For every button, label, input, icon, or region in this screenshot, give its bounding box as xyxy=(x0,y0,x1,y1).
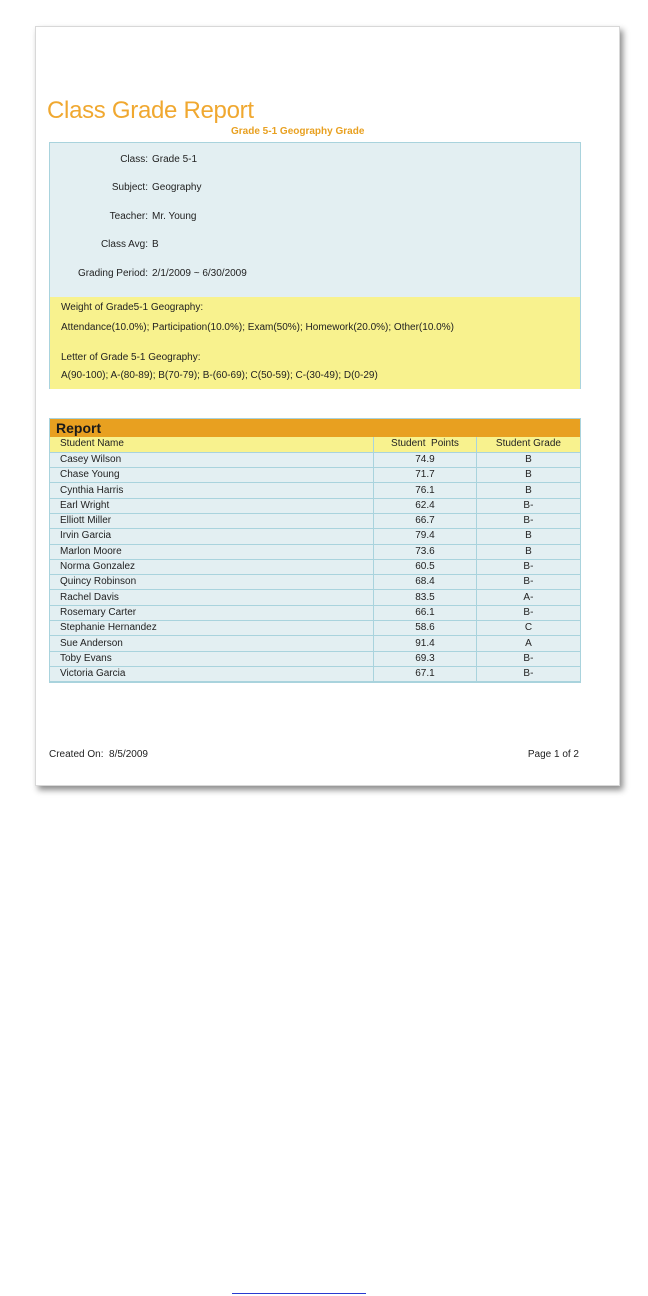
table-row xyxy=(50,559,580,574)
student-name-cell: Chase Young xyxy=(50,468,374,483)
student-grade-cell: B- xyxy=(476,605,580,620)
report-subtitle: Grade 5-1 Geography Grade xyxy=(231,126,365,137)
teacher-value: Mr. Young xyxy=(152,211,197,222)
table-row xyxy=(50,498,580,513)
report-heading: Report xyxy=(50,419,580,437)
student-grade-cell: B xyxy=(476,452,580,467)
column-header-student-grade: Student Grade xyxy=(476,437,580,452)
student-points-cell: 69.3 xyxy=(374,651,477,666)
student-points-cell: 67.1 xyxy=(374,666,477,681)
student-grades-table xyxy=(50,437,580,682)
student-grade-cell: B- xyxy=(476,513,580,528)
bottom-link-underline[interactable] xyxy=(232,1293,366,1294)
table-row xyxy=(50,483,580,498)
student-grade-cell: A xyxy=(476,636,580,651)
student-points-cell: 62.4 xyxy=(374,498,477,513)
student-points-cell: 79.4 xyxy=(374,529,477,544)
student-name-cell: Quincy Robinson xyxy=(50,575,374,590)
letter-title: Letter of Grade 5-1 Geography: xyxy=(61,352,201,363)
table-row xyxy=(50,513,580,528)
student-points-cell: 66.7 xyxy=(374,513,477,528)
student-name-cell: Cynthia Harris xyxy=(50,483,374,498)
table-body xyxy=(50,452,580,681)
student-grade-cell: B xyxy=(476,544,580,559)
table-row xyxy=(50,544,580,559)
weight-text: Attendance(10.0%); Participation(10.0%); Exam(50%); Homework(20.0%); Other(10.0%) xyxy=(61,322,454,333)
table-row xyxy=(50,636,580,651)
student-grade-cell: B xyxy=(476,483,580,498)
class-value: Grade 5-1 xyxy=(152,154,198,165)
student-points-cell: 83.5 xyxy=(374,590,477,605)
student-name-cell: Casey Wilson xyxy=(50,452,374,467)
column-header-student-name: Student Name xyxy=(50,437,374,452)
student-name-cell: Marlon Moore xyxy=(50,544,374,559)
student-points-cell: 73.6 xyxy=(374,544,477,559)
weight-title: Weight of Grade5-1 Geography: xyxy=(61,302,204,313)
student-points-cell: 60.5 xyxy=(374,559,477,574)
student-name-cell: Stephanie Hernandez xyxy=(50,621,374,636)
student-grade-cell: B- xyxy=(476,575,580,590)
table-row xyxy=(50,452,580,467)
grade-weights-box xyxy=(50,297,580,389)
student-name-cell: Sue Anderson xyxy=(50,636,374,651)
class-label: Class: xyxy=(120,154,148,165)
subject-value: Geography xyxy=(152,182,202,193)
info-row-teacher xyxy=(50,211,580,227)
student-name-cell: Elliott Miller xyxy=(50,513,374,528)
grading-period-value: 2/1/2009 ~ 6/30/2009 xyxy=(152,268,247,279)
student-name-cell: Rosemary Carter xyxy=(50,605,374,620)
student-grade-cell: B- xyxy=(476,666,580,681)
table-row xyxy=(50,666,580,681)
teacher-label: Teacher: xyxy=(109,211,148,222)
grading-period-label: Grading Period: xyxy=(77,268,148,279)
student-name-cell: Victoria Garcia xyxy=(50,666,374,681)
student-points-cell: 76.1 xyxy=(374,483,477,498)
student-grade-cell: B- xyxy=(476,559,580,574)
table-row xyxy=(50,651,580,666)
student-grade-cell: A- xyxy=(476,590,580,605)
table-row xyxy=(50,529,580,544)
letter-text: A(90-100); A-(80-89); B(70-79); B-(60-69); C(50-59); C-(30-49); D(0-29) xyxy=(61,370,378,381)
column-header-student-points: Student Points xyxy=(374,437,477,452)
student-name-cell: Earl Wright xyxy=(50,498,374,513)
student-grade-cell: B xyxy=(476,529,580,544)
student-name-cell: Norma Gonzalez xyxy=(50,559,374,574)
class-info-box xyxy=(49,142,581,389)
table-row xyxy=(50,605,580,620)
student-points-cell: 71.7 xyxy=(374,468,477,483)
info-row-class xyxy=(50,154,580,170)
table-header-row xyxy=(50,437,580,452)
table-row xyxy=(50,590,580,605)
report-title: Class Grade Report xyxy=(47,97,254,124)
report-table-section xyxy=(49,418,581,683)
class-avg-label: Class Avg: xyxy=(100,239,148,250)
student-points-cell: 68.4 xyxy=(374,575,477,590)
table-row xyxy=(50,621,580,636)
report-page xyxy=(35,26,620,786)
student-grade-cell: B xyxy=(476,468,580,483)
student-points-cell: 74.9 xyxy=(374,452,477,467)
info-row-class-avg xyxy=(50,239,580,255)
student-points-cell: 66.1 xyxy=(374,605,477,620)
info-row-subject xyxy=(50,182,580,198)
subject-label: Subject: xyxy=(111,182,148,193)
student-name-cell: Toby Evans xyxy=(50,651,374,666)
info-row-grading-period xyxy=(50,268,580,284)
student-name-cell: Irvin Garcia xyxy=(50,529,374,544)
student-grade-cell: B- xyxy=(476,651,580,666)
student-points-cell: 58.6 xyxy=(374,621,477,636)
student-points-cell: 91.4 xyxy=(374,636,477,651)
class-avg-value: B xyxy=(152,239,159,250)
page-number: Page 1 of 2 xyxy=(527,749,579,760)
student-grade-cell: C xyxy=(476,621,580,636)
created-on: Created On: 8/5/2009 xyxy=(49,749,148,760)
student-grade-cell: B- xyxy=(476,498,580,513)
table-row xyxy=(50,468,580,483)
table-row xyxy=(50,575,580,590)
student-name-cell: Rachel Davis xyxy=(50,590,374,605)
